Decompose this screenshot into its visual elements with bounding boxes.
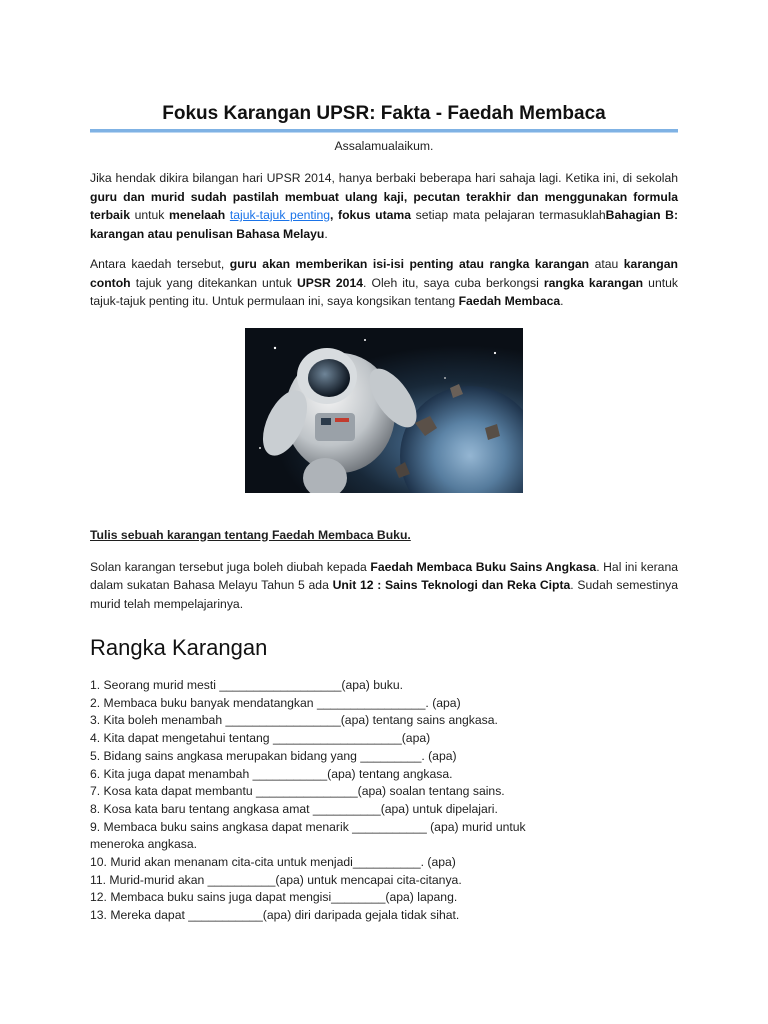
text: Antara kaedah tersebut, bbox=[90, 257, 230, 271]
page-title: Fokus Karangan UPSR: Fakta - Faedah Membaca bbox=[162, 103, 606, 124]
text: Jika hendak dikira bilangan hari UPSR 2014, hanya berbaki beberapa hari sahaja lagi. Ketika ini, di sekolah bbox=[90, 171, 678, 185]
text: setiap mata pelajaran termasuklah bbox=[411, 208, 606, 222]
text: untuk tajuk-tajuk penting itu. Untuk permulaan ini, saya kongsikan tentang bbox=[90, 275, 678, 308]
text: Solan karangan tersebut juga boleh diubah kepada bbox=[90, 559, 371, 574]
list-item: 5. Bidang sains angkasa merupakan bidang yang _________. (apa) bbox=[90, 748, 457, 763]
list-item: 2. Membaca buku banyak mendatangkan ________________. (apa) bbox=[90, 695, 461, 710]
list-item: 13. Mereka dapat ___________(apa) diri daripada gejala tidak sihat. bbox=[90, 908, 460, 923]
text: . Oleh itu, saya cuba berkongsi bbox=[363, 275, 544, 290]
bold-text: guru dan murid sudah pastilah membuat ulang kaji, pecutan terakhir dan menggunakan formula terbaik bbox=[90, 189, 678, 222]
list-item: 4. Kita dapat mengetahui tentang ___________________(apa) bbox=[90, 731, 431, 746]
list-item: 12. Membaca buku sains juga dapat mengisi________(apa) lapang. bbox=[90, 890, 458, 905]
text: untuk bbox=[129, 208, 170, 222]
astronaut-illustration bbox=[245, 328, 523, 493]
article bbox=[90, 100, 678, 925]
bold-text: karangan contoh bbox=[90, 257, 678, 290]
paragraph-method bbox=[90, 255, 678, 311]
text: tajuk yang ditekankan untuk bbox=[130, 275, 297, 290]
outline-list bbox=[90, 677, 678, 925]
text: . Sudah semestinya murid telah mempelajarinya. bbox=[90, 578, 678, 611]
list-item: 3. Kita boleh menambah _________________(apa) tentang sains angkasa. bbox=[90, 713, 498, 728]
bold-text: rangka karangan bbox=[543, 275, 644, 290]
bold-text: Faedah Membaca Buku Sains Angkasa bbox=[370, 559, 597, 574]
astronaut-image bbox=[245, 328, 523, 493]
text: . Hal ini kerana dalam sukatan Bahasa Melayu Tahun 5 ada bbox=[90, 559, 678, 592]
bold-text: guru akan memberikan isi-isi penting atau rangka karangan bbox=[229, 257, 590, 271]
bold-text: menelaah bbox=[169, 208, 226, 222]
text: . bbox=[324, 226, 328, 241]
text: . bbox=[560, 294, 564, 308]
bold-text: Faedah Membaca bbox=[458, 294, 561, 308]
list-item: 8. Kosa kata baru tentang angkasa amat __________(apa) untuk dipelajari. bbox=[90, 801, 498, 816]
paragraph-variation bbox=[90, 558, 678, 614]
list-item: 9. Membaca buku sains angkasa dapat menarik ___________ (apa) murid untuk meneroka angkasa. bbox=[90, 819, 526, 852]
essay-task: Tulis sebuah karangan tentang Faedah Membaca Buku. bbox=[90, 527, 411, 542]
list-item: 11. Murid-murid akan __________(apa) untuk mencapai cita-citanya. bbox=[90, 872, 462, 887]
greeting: Assalamualaikum. bbox=[334, 139, 434, 153]
section-heading: Rangka Karangan bbox=[90, 635, 268, 660]
title-divider bbox=[90, 129, 678, 133]
bold-text: Bahagian B: karangan atau penulisan Bahasa Melayu bbox=[90, 208, 679, 241]
list-item: 1. Seorang murid mesti __________________(apa) buku. bbox=[90, 678, 404, 692]
bold-text: UPSR 2014 bbox=[296, 275, 364, 290]
tajuk-link[interactable]: tajuk-tajuk penting bbox=[229, 208, 331, 222]
list-item: 7. Kosa kata dapat membantu _______________(apa) soalan tentang sains. bbox=[90, 784, 505, 799]
bold-text: Unit 12 : Sains Teknologi dan Reka Cipta bbox=[332, 578, 571, 592]
bold-text: , fokus utama bbox=[330, 208, 412, 222]
list-item: 6. Kita juga dapat menambah ___________(apa) tentang angkasa. bbox=[90, 766, 453, 781]
list-item: 10. Murid akan menanam cita-cita untuk menjadi__________. (apa) bbox=[90, 855, 456, 870]
text: atau bbox=[589, 257, 624, 271]
paragraph-intro bbox=[90, 169, 678, 243]
